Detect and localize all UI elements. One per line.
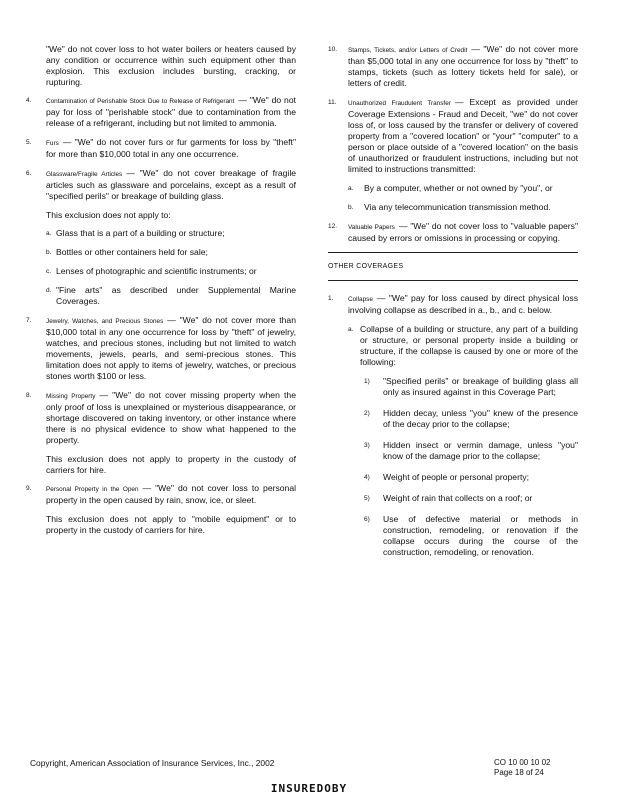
intro-paragraph: "We" do not cover loss to hot water boilers or heaters caused by any condition or occurrence within such equipment other than explosion. This exclusion includes bursting, cracking, or rupturing. — [46, 44, 296, 87]
list-item: d. "Fine arts" as described under Supplemental Marine Coverages. — [46, 285, 296, 306]
section-divider — [328, 252, 578, 253]
form-number: CO 10 00 10 02 — [494, 758, 551, 767]
coverage-1: 1. Collapse — "We" pay for loss caused by direct physical loss involving collapse as described in a., b., and c. below. — [328, 293, 578, 315]
list-item: 4) Weight of people or personal property; — [364, 472, 530, 482]
list-item: b. Bottles or other containers held for sale; — [46, 247, 208, 257]
exclusion-8: 8. Missing Property — "We" do not cover missing property when the only proof of loss is unexplained or mysterious disappearance, or shortage discovered on taking inventory, or other instance where there is no physical evidence to show what happened to the property. — [26, 390, 296, 445]
list-item: b. Via any telecommunication transmission method. — [348, 202, 551, 212]
list-item: 6) Use of defective material or methods in construction, remodeling, or renovation if the collapse occurs during the course of the construction, remodeling, or renovation. — [364, 514, 578, 557]
right-column — [328, 44, 578, 568]
exclusion-heading: Unauthorized Fraudulent Transfer — [348, 100, 451, 107]
exclusion-6: 6. Glassware/Fragile Articles — "We" do not cover breakage of fragile articles such as glassware and porcelains, except as a result of "specified perils" or breakage of building glass. — [26, 168, 297, 201]
coverage-heading: Collapse — [348, 296, 373, 303]
list-item: c. Lenses of photographic and scientific instruments; or — [46, 266, 257, 276]
section-divider — [328, 280, 578, 281]
list-item: 5) Weight of rain that collects on a roof; or — [364, 493, 533, 503]
exclusion-5: 5. Furs — "We" do not cover furs or fur garments for loss by "theft" for more than $10,000 total in any one occurrence. — [26, 137, 296, 159]
left-column — [26, 44, 296, 543]
exclusion-heading: Personal Property in the Open — [46, 486, 139, 493]
list-item: a. By a computer, whether or not owned by "you", or — [348, 183, 553, 193]
copyright-notice: Copyright, American Association of Insurance Services, Inc., 2002 — [30, 758, 275, 768]
exclusion-heading: Valuable Papers — [348, 224, 395, 231]
list-item: 3) Hidden insect or vermin damage, unless "you" know of the damage prior to the collapse; — [364, 440, 578, 461]
form-info — [494, 758, 550, 778]
exclusion-heading: Missing Property — [46, 393, 96, 400]
exclusion-4: 4. Contamination of Perishable Stock Due to Release of Refrigerant — "We" do not pay for loss of "perishable stock" due to contamination from the release of a refrigerant, including but not limited to ammonia. — [26, 95, 296, 128]
exclusion-heading: Stamps, Tickets, and/or Letters of Credit — [348, 47, 468, 54]
list-item: a. Glass that is a part of a building or structure; — [46, 228, 225, 238]
page-number: Page 18 of 24 — [494, 768, 544, 777]
exclusion-11: 11. Unauthorized Fraudulent Transfer — Except as provided under Coverage Extensions - Fraud and Deceit, "we" do not cover loss of, or loss caused by the transfer or delivery of covered property from a "covered location" or "your" "computer" to a person or place outside of a "covered location" on the basis of unauthorized or fraudulent instructions, including but not limited to instructions transmitted: — [328, 97, 578, 174]
exclusion-heading: Furs — [46, 140, 59, 147]
exclusion-9: 9. Personal Property in the Open — "We" do not cover loss to personal property in the open caused by rain, snow, ice, or sleet. — [26, 483, 297, 505]
exception-text: This exclusion does not apply to property in the custody of carriers for hire. — [46, 454, 296, 475]
exclusion-7: 7. Jewelry, Watches, and Precious Stones — "We" do not cover more than $10,000 total in any one occurrence for loss by "theft" of jewelry, watches, and precious stones, including but not limited to watch movements, jewels, pearls, and semi-precious stones. This limitation does not apply to items of jewelry, watches, or precious stones worth $100 or less. — [26, 315, 296, 381]
exception-text: This exclusion does not apply to "mobile equipment" or to property in the custody of carriers for hire. — [46, 514, 296, 535]
exclusion-heading: Jewelry, Watches, and Precious Stones — [46, 318, 164, 325]
list-item: 1) "Specified perils" or breakage of building glass all only as insured against in this Coverage Part; — [364, 376, 578, 397]
exclusion-heading: Glassware/Fragile Articles — [46, 171, 123, 178]
coverage-1a: a. Collapse of a building or structure, any part of a building or structure, or personal property inside a building or structure, if the collapse is caused by one or more of the following: — [348, 324, 578, 367]
watermark-text: INSUREDOBY — [270, 782, 348, 795]
exclusion-heading: Contamination of Perishable Stock Due to Release of Refrigerant — [46, 98, 235, 105]
exception-text: This exclusion does not apply to: — [46, 210, 171, 220]
exclusion-12: 12. Valuable Papers — "We" do not cover loss to "valuable papers" caused by errors or omissions in processing or copying. — [328, 221, 578, 243]
list-item: 2) Hidden decay, unless "you" knew of the presence of the decay prior to the collapse; — [364, 408, 578, 429]
section-title: OTHER COVERAGES — [328, 263, 404, 270]
exclusion-10: 10. Stamps, Tickets, and/or Letters of Credit — "We" do not cover more than $5,000 total in any one occurrence for loss by "theft" to stamps, tickets (such as lottery tickets held for sale), or letters of credit. — [328, 44, 579, 88]
